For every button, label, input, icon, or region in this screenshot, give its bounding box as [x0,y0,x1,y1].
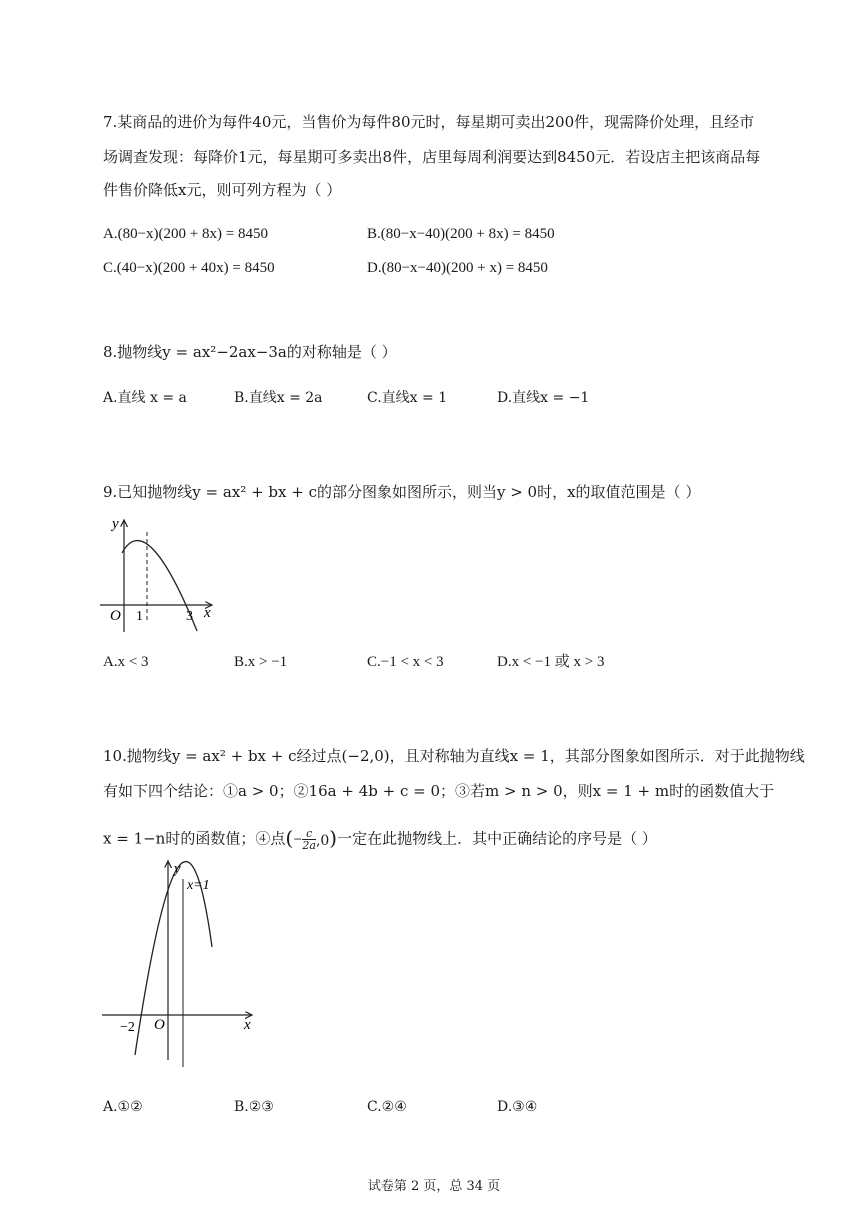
q9-option-c: C.−1 < x < 3 [367,654,444,670]
q10-point-rest: ,0 [315,833,330,849]
q9-option-a: A.x < 3 [103,654,149,670]
q7-option-c: C.(40−x)(200 + 40x) = 8450 [103,260,275,276]
q8-text-line-1: 8.抛物线y = ax²−2ax−3a的对称轴是（ ） [103,343,397,361]
q10-origin-label: O [154,1017,165,1033]
q9-tick-3: 3 [186,609,193,624]
q8-option-c: C.直线x = 1 [367,390,448,406]
q9-parabola-figure [96,512,226,637]
q10-point-numerator: c [302,828,316,840]
q8-option-a: A.直线 x = a [103,390,187,406]
q9-y-label: y [112,516,119,532]
q9-origin-label: O [110,608,121,624]
q10-text-line-2: 有如下四个结论：①a > 0；②16a + 4b + c = 0；③若m > n > 0，则x = 1 + m时的函数值大于 [103,782,775,800]
q7-option-a: A.(80−x)(200 + 8x) = 8450 [103,226,268,242]
q9-x-label: x [204,605,211,621]
q10-line3-start: x = 1−n时的函数值；④点 [103,829,286,848]
q7-option-d: D.(80−x−40)(200 + x) = 8450 [367,260,548,276]
q10-option-c: C.②④ [367,1099,407,1115]
q10-x-label: x [244,1017,251,1033]
q10-option-b: B.②③ [234,1099,274,1115]
q10-option-d: D.③④ [497,1099,538,1115]
q10-option-a: A.①② [103,1099,143,1115]
q9-option-d: D.x < −1 或 x > 3 [497,654,605,670]
q10-axis-label: x=1 [187,878,210,893]
q10-text-line-3 [103,828,657,851]
q10-y-label: y [174,861,181,877]
q9-tick-1: 1 [136,609,143,624]
q8-option-d: D.直线x = −1 [497,390,590,406]
q9-option-b: B.x > −1 [234,654,288,670]
q10-point-expression: (− $\frac{c}{2a}$ ,0) [285,826,338,852]
q7-text-line-2: 场调查发现：每降价1元，每星期可多卖出8件，店里每周利润要达到8450元．若设店主把该商品每 [103,148,761,166]
q10-point-denominator: 2a [302,839,316,852]
q7-text-line-3: 件售价降低x元，则可列方程为（ ） [103,181,342,199]
q10-line3-end: 一定在此抛物线上．其中正确结论的序号是（ ） [337,829,657,848]
q10-text-line-1: 10.抛物线y = ax² + bx + c经过点(−2,0)，且对称轴为直线x = 1，其部分图象如图所示．对于此抛物线 [103,747,805,765]
q10-parabola-figure [96,855,261,1085]
q9-text-line-1: 9.已知抛物线y = ax² + bx + c的部分图象如图所示，则当y > 0时，x的取值范围是（ ） [103,483,701,501]
q7-option-b: B.(80−x−40)(200 + 8x) = 8450 [367,226,555,242]
q7-text-line-1: 7.某商品的进价为每件40元，当售价为每件80元时，每星期可卖出200件，现需降价处理，且经市 [103,113,755,131]
page-footer: 试卷第 2 页，总 34 页 [367,1179,501,1194]
q8-option-b: B.直线x = 2a [234,390,323,406]
q10-neg2-label: −2 [120,1020,135,1035]
